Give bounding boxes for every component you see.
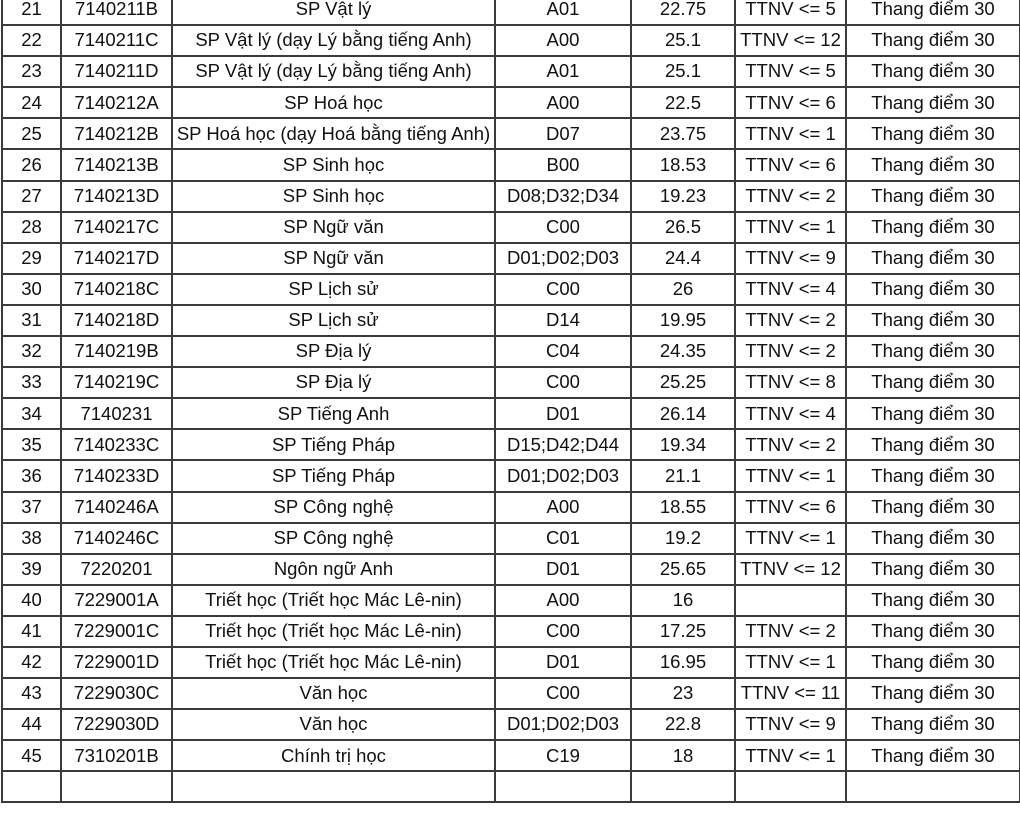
score-scale-cell: Thang điểm 30 <box>846 585 1020 616</box>
major-code-cell: 7140233D <box>61 460 172 491</box>
subject-combination-cell: A00 <box>495 87 631 118</box>
score-scale-cell: Thang điểm 30 <box>846 305 1020 336</box>
subject-combination-cell: A00 <box>495 492 631 523</box>
wish-order-cell: TTNV <= 2 <box>735 305 846 336</box>
wish-order-cell: TTNV <= 9 <box>735 243 846 274</box>
major-code-cell: 7140231 <box>61 398 172 429</box>
subject-combination-cell: C19 <box>495 740 631 771</box>
subject-combination-cell: A01 <box>495 56 631 87</box>
major-code-cell: 7229001C <box>61 616 172 647</box>
major-name-cell: SP Ngữ văn <box>172 212 495 243</box>
row-number-cell: 33 <box>2 367 61 398</box>
major-name-cell: Văn học <box>172 678 495 709</box>
table-row <box>2 554 1020 585</box>
row-number-cell: 31 <box>2 305 61 336</box>
table-row <box>2 25 1020 56</box>
cutoff-score-cell: 23 <box>631 678 735 709</box>
subject-combination-cell: A01 <box>495 0 631 25</box>
major-name-cell: Chính trị học <box>172 740 495 771</box>
wish-order-cell: TTNV <= 1 <box>735 523 846 554</box>
row-number-cell: 35 <box>2 429 61 460</box>
subject-combination-cell: A00 <box>495 25 631 56</box>
wish-order-cell: TTNV <= 2 <box>735 181 846 212</box>
cutoff-score-cell: 22.5 <box>631 87 735 118</box>
table-body <box>2 0 1020 771</box>
row-number-cell: 32 <box>2 336 61 367</box>
score-scale-cell: Thang điểm 30 <box>846 678 1020 709</box>
major-code-cell: 7140218D <box>61 305 172 336</box>
table-row <box>2 523 1020 554</box>
row-number-cell: 26 <box>2 149 61 180</box>
score-scale-cell: Thang điểm 30 <box>846 56 1020 87</box>
table-row <box>2 616 1020 647</box>
major-code-cell: 7229001A <box>61 585 172 616</box>
table-row-partial <box>2 771 1020 802</box>
table-row <box>2 367 1020 398</box>
score-scale-cell: Thang điểm 30 <box>846 492 1020 523</box>
score-scale-cell: Thang điểm 30 <box>846 523 1020 554</box>
major-name-cell: SP Công nghệ <box>172 523 495 554</box>
cutoff-score-cell: 22.8 <box>631 709 735 740</box>
major-name-cell: Văn học <box>172 709 495 740</box>
major-name-cell: SP Lịch sử <box>172 274 495 305</box>
table-row <box>2 243 1020 274</box>
cutoff-score-cell: 25.65 <box>631 554 735 585</box>
wish-order-cell <box>735 585 846 616</box>
subject-combination-cell: A00 <box>495 585 631 616</box>
row-number-cell: 41 <box>2 616 61 647</box>
score-scale-cell: Thang điểm 30 <box>846 460 1020 491</box>
subject-combination-cell: D07 <box>495 118 631 149</box>
row-number-cell: 40 <box>2 585 61 616</box>
table-row <box>2 740 1020 771</box>
major-code-cell: 7140213D <box>61 181 172 212</box>
major-code-cell: 7310201B <box>61 740 172 771</box>
subject-combination-cell: B00 <box>495 149 631 180</box>
wish-order-cell: TTNV <= 11 <box>735 678 846 709</box>
score-scale-cell: Thang điểm 30 <box>846 181 1020 212</box>
row-number-cell: 38 <box>2 523 61 554</box>
table-row <box>2 709 1020 740</box>
table-row <box>2 678 1020 709</box>
row-number-cell: 27 <box>2 181 61 212</box>
row-number-cell: 24 <box>2 87 61 118</box>
table-row <box>2 87 1020 118</box>
table-continuation <box>2 771 1020 802</box>
major-name-cell: Ngôn ngữ Anh <box>172 554 495 585</box>
major-code-cell: 7229030C <box>61 678 172 709</box>
subject-combination-cell: D01;D02;D03 <box>495 709 631 740</box>
major-code-cell: 7140246C <box>61 523 172 554</box>
wish-order-cell: TTNV <= 4 <box>735 274 846 305</box>
cutoff-score-cell: 18.53 <box>631 149 735 180</box>
major-name-cell: SP Công nghệ <box>172 492 495 523</box>
major-code-cell: 7140219C <box>61 367 172 398</box>
major-name-cell: SP Tiếng Pháp <box>172 460 495 491</box>
table-row <box>2 118 1020 149</box>
major-code-cell: 7140212A <box>61 87 172 118</box>
cutoff-score-cell: 23.75 <box>631 118 735 149</box>
major-name-cell: SP Vật lý (dạy Lý bằng tiếng Anh) <box>172 25 495 56</box>
major-name-cell: SP Tiếng Anh <box>172 398 495 429</box>
major-name-cell: SP Vật lý <box>172 0 495 25</box>
major-name-cell: SP Tiếng Pháp <box>172 429 495 460</box>
row-number-cell: 21 <box>2 0 61 25</box>
subject-combination-cell: C04 <box>495 336 631 367</box>
score-scale-cell: Thang điểm 30 <box>846 0 1020 25</box>
table-row <box>2 181 1020 212</box>
subject-combination-cell: C00 <box>495 212 631 243</box>
major-code-cell: 7220201 <box>61 554 172 585</box>
major-code-cell: 7140211D <box>61 56 172 87</box>
score-scale-cell: Thang điểm 30 <box>846 554 1020 585</box>
subject-combination-cell: C00 <box>495 367 631 398</box>
major-code-cell: 7140212B <box>61 118 172 149</box>
major-code-cell: 7140217C <box>61 212 172 243</box>
subject-combination-cell: D01;D02;D03 <box>495 243 631 274</box>
row-number-cell: 22 <box>2 25 61 56</box>
row-number-cell: 39 <box>2 554 61 585</box>
cutoff-score-cell: 19.95 <box>631 305 735 336</box>
wish-order-cell: TTNV <= 2 <box>735 336 846 367</box>
wish-order-cell: TTNV <= 2 <box>735 429 846 460</box>
cutoff-score-cell: 19.34 <box>631 429 735 460</box>
table-row <box>2 398 1020 429</box>
table-row <box>2 0 1020 25</box>
subject-combination-cell: D08;D32;D34 <box>495 181 631 212</box>
major-name-cell: SP Sinh học <box>172 181 495 212</box>
row-number-cell: 45 <box>2 740 61 771</box>
cutoff-score-cell: 18.55 <box>631 492 735 523</box>
table-row <box>2 429 1020 460</box>
wish-order-cell: TTNV <= 5 <box>735 0 846 25</box>
score-scale-cell: Thang điểm 30 <box>846 212 1020 243</box>
major-name-cell: Triết học (Triết học Mác Lê-nin) <box>172 647 495 678</box>
subject-combination-cell: D15;D42;D44 <box>495 429 631 460</box>
cutoff-score-cell: 19.23 <box>631 181 735 212</box>
score-scale-cell: Thang điểm 30 <box>846 274 1020 305</box>
subject-combination-cell: D01 <box>495 647 631 678</box>
row-number-cell: 25 <box>2 118 61 149</box>
table-row <box>2 305 1020 336</box>
major-code-cell: 7140246A <box>61 492 172 523</box>
major-code-cell: 7140218C <box>61 274 172 305</box>
row-number-cell: 44 <box>2 709 61 740</box>
table-row <box>2 585 1020 616</box>
cutoff-score-cell: 21.1 <box>631 460 735 491</box>
major-code-cell: 7140217D <box>61 243 172 274</box>
wish-order-cell: TTNV <= 1 <box>735 740 846 771</box>
cutoff-score-cell: 18 <box>631 740 735 771</box>
subject-combination-cell: D01 <box>495 398 631 429</box>
row-number-cell: 23 <box>2 56 61 87</box>
score-scale-cell: Thang điểm 30 <box>846 398 1020 429</box>
subject-combination-cell: D14 <box>495 305 631 336</box>
score-scale-cell: Thang điểm 30 <box>846 647 1020 678</box>
cutoff-score-cell: 16.95 <box>631 647 735 678</box>
wish-order-cell: TTNV <= 12 <box>735 554 846 585</box>
cutoff-score-cell: 24.4 <box>631 243 735 274</box>
table-row <box>2 492 1020 523</box>
table-row <box>2 460 1020 491</box>
major-code-cell: 7140219B <box>61 336 172 367</box>
major-name-cell: SP Địa lý <box>172 336 495 367</box>
major-code-cell: 7140211B <box>61 0 172 25</box>
row-number-cell: 36 <box>2 460 61 491</box>
wish-order-cell: TTNV <= 1 <box>735 118 846 149</box>
subject-combination-cell: C00 <box>495 274 631 305</box>
major-code-cell: 7140211C <box>61 25 172 56</box>
wish-order-cell: TTNV <= 1 <box>735 460 846 491</box>
cutoff-score-cell: 26.5 <box>631 212 735 243</box>
admission-scores-table <box>1 0 1020 803</box>
cutoff-score-cell: 16 <box>631 585 735 616</box>
major-name-cell: SP Vật lý (dạy Lý bằng tiếng Anh) <box>172 56 495 87</box>
score-scale-cell: Thang điểm 30 <box>846 709 1020 740</box>
cutoff-score-cell: 26 <box>631 274 735 305</box>
score-scale-cell: Thang điểm 30 <box>846 149 1020 180</box>
subject-combination-cell: D01 <box>495 554 631 585</box>
wish-order-cell: TTNV <= 6 <box>735 492 846 523</box>
cutoff-score-cell: 22.75 <box>631 0 735 25</box>
subject-combination-cell: C00 <box>495 678 631 709</box>
row-number-cell: 37 <box>2 492 61 523</box>
score-scale-cell: Thang điểm 30 <box>846 243 1020 274</box>
table-row <box>2 149 1020 180</box>
cutoff-score-cell: 17.25 <box>631 616 735 647</box>
wish-order-cell: TTNV <= 5 <box>735 56 846 87</box>
major-code-cell: 7140213B <box>61 149 172 180</box>
row-number-cell: 28 <box>2 212 61 243</box>
table-row <box>2 647 1020 678</box>
subject-combination-cell: C00 <box>495 616 631 647</box>
subject-combination-cell: C01 <box>495 523 631 554</box>
score-scale-cell: Thang điểm 30 <box>846 25 1020 56</box>
row-number-cell: 30 <box>2 274 61 305</box>
wish-order-cell: TTNV <= 12 <box>735 25 846 56</box>
major-code-cell: 7229001D <box>61 647 172 678</box>
wish-order-cell: TTNV <= 9 <box>735 709 846 740</box>
cutoff-score-cell: 19.2 <box>631 523 735 554</box>
cutoff-score-cell: 25.1 <box>631 25 735 56</box>
major-code-cell: 7140233C <box>61 429 172 460</box>
subject-combination-cell: D01;D02;D03 <box>495 460 631 491</box>
cutoff-score-cell: 26.14 <box>631 398 735 429</box>
major-name-cell: Triết học (Triết học Mác Lê-nin) <box>172 585 495 616</box>
score-scale-cell: Thang điểm 30 <box>846 87 1020 118</box>
cutoff-score-cell: 25.1 <box>631 56 735 87</box>
wish-order-cell: TTNV <= 6 <box>735 149 846 180</box>
row-number-cell: 43 <box>2 678 61 709</box>
wish-order-cell: TTNV <= 1 <box>735 647 846 678</box>
major-code-cell: 7229030D <box>61 709 172 740</box>
major-name-cell: Triết học (Triết học Mác Lê-nin) <box>172 616 495 647</box>
row-number-cell: 29 <box>2 243 61 274</box>
table-row <box>2 56 1020 87</box>
major-name-cell: SP Sinh học <box>172 149 495 180</box>
row-number-cell: 42 <box>2 647 61 678</box>
major-name-cell: SP Địa lý <box>172 367 495 398</box>
score-scale-cell: Thang điểm 30 <box>846 429 1020 460</box>
major-name-cell: SP Hoá học <box>172 87 495 118</box>
table-row <box>2 212 1020 243</box>
major-name-cell: SP Hoá học (dạy Hoá bằng tiếng Anh) <box>172 118 495 149</box>
wish-order-cell: TTNV <= 8 <box>735 367 846 398</box>
table-row <box>2 336 1020 367</box>
table-row <box>2 274 1020 305</box>
row-number-cell: 34 <box>2 398 61 429</box>
wish-order-cell: TTNV <= 6 <box>735 87 846 118</box>
wish-order-cell: TTNV <= 1 <box>735 212 846 243</box>
major-name-cell: SP Ngữ văn <box>172 243 495 274</box>
cutoff-score-cell: 24.35 <box>631 336 735 367</box>
cutoff-score-cell: 25.25 <box>631 367 735 398</box>
major-name-cell: SP Lịch sử <box>172 305 495 336</box>
score-scale-cell: Thang điểm 30 <box>846 616 1020 647</box>
score-scale-cell: Thang điểm 30 <box>846 367 1020 398</box>
score-scale-cell: Thang điểm 30 <box>846 740 1020 771</box>
wish-order-cell: TTNV <= 4 <box>735 398 846 429</box>
wish-order-cell: TTNV <= 2 <box>735 616 846 647</box>
score-scale-cell: Thang điểm 30 <box>846 336 1020 367</box>
score-scale-cell: Thang điểm 30 <box>846 118 1020 149</box>
